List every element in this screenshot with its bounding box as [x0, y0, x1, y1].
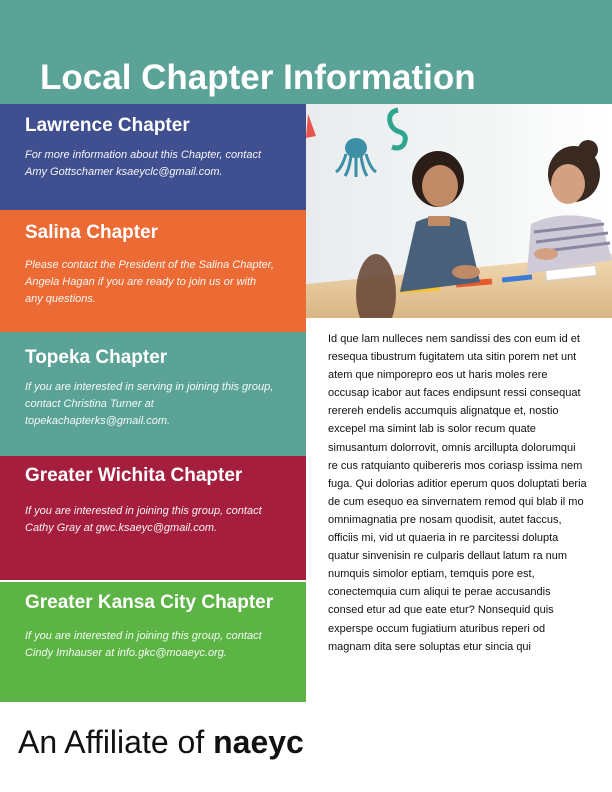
affiliate-prefix: An Affiliate of — [18, 724, 214, 760]
header-banner — [0, 0, 612, 104]
chapter-description: If you are interested in serving in joining this group, contact Christina Turner at topekachapterks@gmail.com. — [25, 381, 274, 427]
chapter-description: Please contact the President of the Salina Chapter, Angela Hagan if you are ready to join us or with any questions. — [25, 259, 274, 305]
affiliate-footer — [18, 722, 304, 762]
body-text: Id que lam nulleces nem sandissi des con eum id et resequa tibustrum fugitatem uta sitin porem net unt atem que nimporepro eos ut haris moles rere occusap icabor aut faces endipsunt ressi consequat rerereh endelis accumquis alignatque et, nostio excepel ma simint lab is solor recum quate simusantum dolorrovit, omnis arcillupta dolorumqui re cus ratquianto quibereris mos coriasp issima nem fuga. Qui dolorias aditior eperum quos doluptati beria de cum esequo ea sinvernatem remod qui blab il mo omnimagnatia pre nosam quodisit, autet faccus, officiis mi, vid ut quaeria in re parcitessi dolupta quatur sinvenisin re culparis dellaut latum ra num numquis simolor eptiam, temquis pore est, conectemquia cum aliqui te perae accusandis consed etur ad que eate etur? Nonsequid quis experspe occum fugiatium aturibus reperi od magnam dita sere soluptas etur sincia qui — [328, 333, 587, 653]
chapter-title: Greater Wichita Chapter — [25, 465, 243, 486]
naeyc-brand: naeyc — [213, 724, 304, 760]
chapter-title: Salina Chapter — [25, 222, 159, 243]
chapter-panel-salina — [0, 210, 306, 332]
page-title: Local Chapter Information — [40, 58, 476, 97]
chapter-description: If you are interested in joining this group, contact Cindy Imhauser at info.gkc@moaeyc.org. — [25, 630, 262, 659]
chapter-description: If you are interested in joining this group, contact Cathy Gray at gwc.ksaeyc@gmail.com. — [25, 505, 262, 534]
chapter-description: For more information about this Chapter, contact Amy Gottschamer ksaeyclc@gmail.com. — [25, 149, 262, 178]
chapter-title: Lawrence Chapter — [25, 115, 190, 136]
chapter-title: Greater Kansa City Chapter — [25, 592, 274, 613]
classroom-photo — [306, 104, 612, 318]
chapter-panel-greater-kansa-city — [0, 582, 306, 702]
chapter-panel-topeka — [0, 332, 306, 456]
chapter-panel-greater-wichita — [0, 456, 306, 580]
chapter-panel-lawrence — [0, 104, 306, 210]
chapter-title: Topeka Chapter — [25, 347, 168, 368]
